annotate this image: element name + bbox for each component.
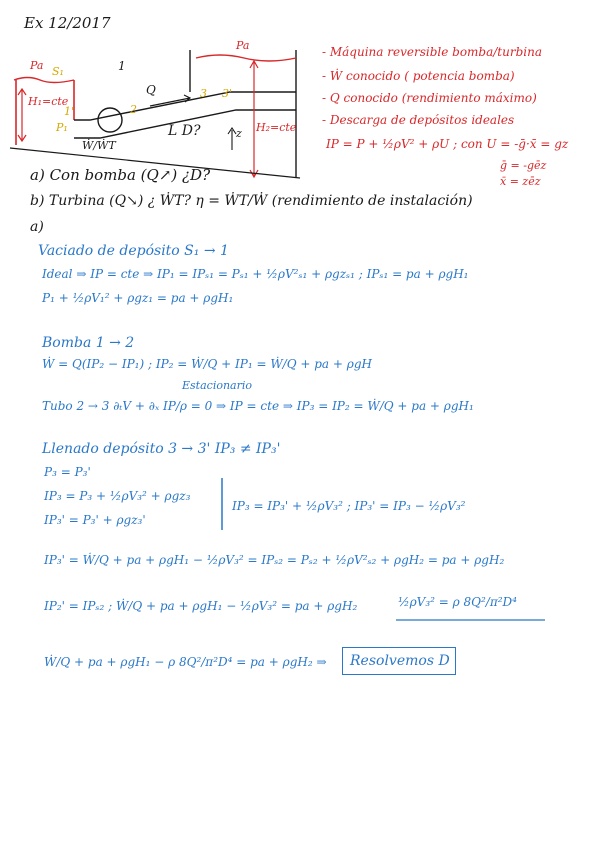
diagram-h2: H₂=cte xyxy=(256,121,297,134)
diagram-z: z xyxy=(236,127,242,140)
diagram-wt: Ẇ/ẆT xyxy=(82,139,116,152)
pipe-lower xyxy=(74,92,296,120)
diagram-pa-left: Pa xyxy=(30,59,44,72)
left-tank-height-arrow xyxy=(18,89,26,141)
note-caudal: - Q conocido (rendimiento máximo) xyxy=(322,91,537,105)
bomba-title: Bomba 1 → 2 xyxy=(42,335,135,351)
result-box-label: Resolvemos D xyxy=(350,653,450,669)
vaciado-line-1: Ideal ⇒ IP = cte ⇒ IP₁ = IPₛ₁ = Pₛ₁ + ½ρV²ₛ₁ + ρgzₛ₁ ; IPₛ₁ = pa + ρgH₁ xyxy=(42,267,469,281)
diagram-label-3-prime: 3' xyxy=(222,87,233,100)
equation-b: IP₂' = IPₛ₂ ; Ẇ/Q + pa + ρgH₁ − ½ρV₃² = pa + ρgH₂ xyxy=(44,599,358,613)
right-tank-water-surface xyxy=(196,55,296,61)
diagram-s1: S₁ xyxy=(52,65,64,78)
left-tank-water-surface xyxy=(14,78,74,83)
note-x-vector: x̄ = zēz xyxy=(500,175,541,188)
note-potencia: - Ẇ conocido ( potencia bomba) xyxy=(322,69,515,83)
diagram-p1: P₁ xyxy=(56,121,68,134)
llenado-right: IP₃ = IP₃' + ½ρV₃² ; IP₃' = IP₃ − ½ρV₃² xyxy=(232,499,466,513)
diagram-pa-right: Pa xyxy=(236,39,250,52)
part-a-label: a) xyxy=(30,219,44,235)
right-tank-outline xyxy=(190,50,296,178)
diagram-label-1-prime: 1' xyxy=(64,105,75,118)
note-maquina: - Máquina reversible bomba/turbina xyxy=(322,45,542,59)
equation-a: IP₃' = Ẇ/Q + pa + ρgH₁ − ½ρV₃² = IPₛ₂ = Pₛ₂ + ½ρV²ₛ₂ + ρgH₂ = pa + ρgH₂ xyxy=(44,553,505,567)
diagram-label-3: 3 xyxy=(200,87,207,100)
right-tank-height-arrow xyxy=(250,61,258,177)
llenado-line-2: IP₃ = P₃ + ½ρV₃² + ρgz₃ xyxy=(44,489,191,503)
diagram-label-2: 2 xyxy=(130,103,137,116)
question-a: a) Con bomba (Q↗) ¿D? xyxy=(30,166,211,184)
diagram-h1: H₁=cte xyxy=(28,95,69,108)
pump-circle xyxy=(98,108,122,132)
note-g-vector: ḡ = -gēz xyxy=(500,159,547,172)
tubo-line: Tubo 2 → 3 ∂ₜV + ∂ₓ IP/ρ = 0 ⇒ IP = cte ⇒ IP₃ = IP₂ = Ẇ/Q + pa + ρgH₁ xyxy=(42,399,474,413)
page-date: Ex 12/2017 xyxy=(24,14,111,32)
z-arrow xyxy=(228,128,236,150)
vaciado-line-2: P₁ + ½ρV₁² + ρgz₁ = pa + ρgH₁ xyxy=(42,291,234,305)
bomba-line: Ẇ = Q(IP₂ − IP₁) ; IP₂ = Ẇ/Q + IP₁ = Ẇ/Q + pa + ρgH xyxy=(42,357,372,371)
diagram-label-1: 1 xyxy=(118,59,126,73)
note-ip-definition: IP = P + ½ρV² + ρU ; con U = -ḡ·x̄ = gz xyxy=(326,137,569,151)
diagram-l-d: L D? xyxy=(168,123,201,139)
llenado-line-3: IP₃' = P₃' + ρgz₃' xyxy=(44,513,146,527)
estacionario-label: Estacionario xyxy=(182,379,252,392)
question-b: b) Turbina (Q↘) ¿ ẆT? η = ẆT/Ẇ (rendimiento de instalación) xyxy=(30,193,473,209)
equation-c: Ẇ/Q + pa + ρgH₁ − ρ 8Q²/π²D⁴ = pa + ρgH₂ ⇒ xyxy=(44,655,327,669)
llenado-title: Llenado depósito 3 → 3' IP₃ ≠ IP₃' xyxy=(42,441,281,457)
equation-b-right: ½ρV₃² = ρ 8Q²/π²D⁴ xyxy=(398,595,517,609)
llenado-line-1: P₃ = P₃' xyxy=(44,465,91,479)
vaciado-title: Vaciado de depósito S₁ → 1 xyxy=(38,243,229,259)
diagram-q: Q xyxy=(146,83,156,97)
note-descarga: - Descarga de depósitos ideales xyxy=(322,113,515,127)
